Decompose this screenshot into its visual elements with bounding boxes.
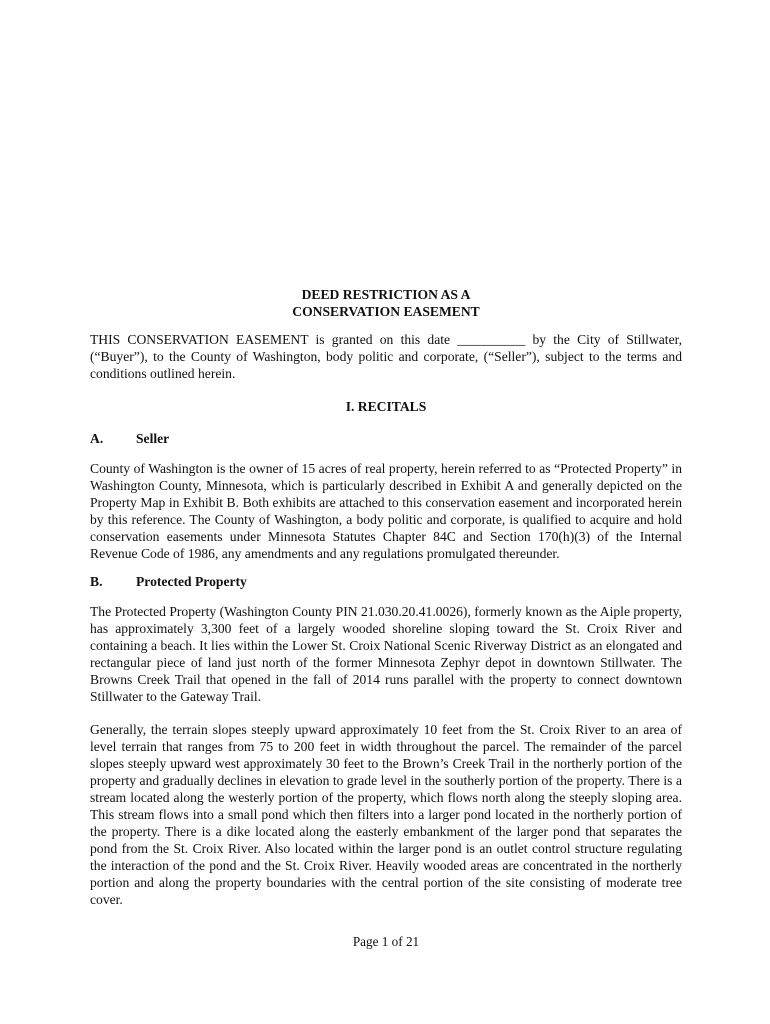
subsection-letter: A. (90, 431, 104, 446)
seller-paragraph: County of Washington is the owner of 15 acres of real property, herein referred to as “Protected Property” in Washington County, Minnesota, which is particularly described in Exhibit A and generally depicted on the Property Map in Exhibit B. Both exhibits are attached to this conservation easement and incorporated herein by this reference. The County of Washington, a body politic and corporate, is qualified to acquire and hold conservation easements under Minnesota Statutes Chapter 84C and Section 170(h)(3) of the Internal Revenue Code of 1986, any amendments and any regulations promulgated thereunder. (90, 461, 682, 561)
subsection-letter: B. (90, 574, 103, 589)
intro-paragraph: THIS CONSERVATION EASEMENT is granted on this date __________ by the City of Stillwater, (“Buyer”), to the County of Washington, body politic and corporate, (“Seller”), subject to the terms and conditions outlined herein. (90, 332, 682, 381)
subsection-title: Protected Property (136, 574, 247, 589)
section-heading-recitals: I. RECITALS (345, 399, 427, 414)
document-title-line-1: DEED RESTRICTION AS A (301, 287, 471, 302)
subsection-heading-seller (90, 430, 169, 447)
subsection-title: Seller (136, 431, 170, 446)
subsection-heading-protected-property (90, 573, 247, 590)
page-number-footer: Page 1 of 21 (352, 934, 420, 949)
protected-property-paragraph-2: Generally, the terrain slopes steeply upward approximately 10 feet from the St. Croix River to an area of level terrain that ranges from 75 to 200 feet in width throughout the parcel. The remainder of the parcel slopes steeply upward west approximately 30 feet to the Brown’s Creek Trail in the northerly portion of the property and gradually declines in elevation to grade level in the southerly portion of the property. There is a stream located along the westerly portion of the property, which flows north along the steeply sloping area. This stream flows into a small pond which then filters into a larger pond located in the northerly portion of the property. There is a dike located along the easterly embankment of the larger pond that separates the pond from the St. Croix River. Also located within the larger pond is an outlet control structure regulating the interaction of the pond and the St. Croix River. Heavily wooded areas are concentrated in the northerly portion and along the property boundaries with the central portion of the site consisting of moderate tree cover. (90, 722, 682, 907)
protected-property-paragraph-1: The Protected Property (Washington County PIN 21.030.20.41.0026), formerly known as the Aiple property, has approximately 3,300 feet of a largely wooded shoreline sloping toward the St. Croix River and containing a beach. It lies within the Lower St. Croix National Scenic Riverway District as an elongated and rectangular piece of land just north of the former Minnesota Zephyr depot in downtown Stillwater. The Browns Creek Trail that opened in the fall of 2014 runs parallel with the property to connect downtown Stillwater to the Gateway Trail. (90, 604, 682, 704)
document-page (90, 0, 682, 1024)
document-title-line-2: CONSERVATION EASEMENT (292, 304, 480, 319)
